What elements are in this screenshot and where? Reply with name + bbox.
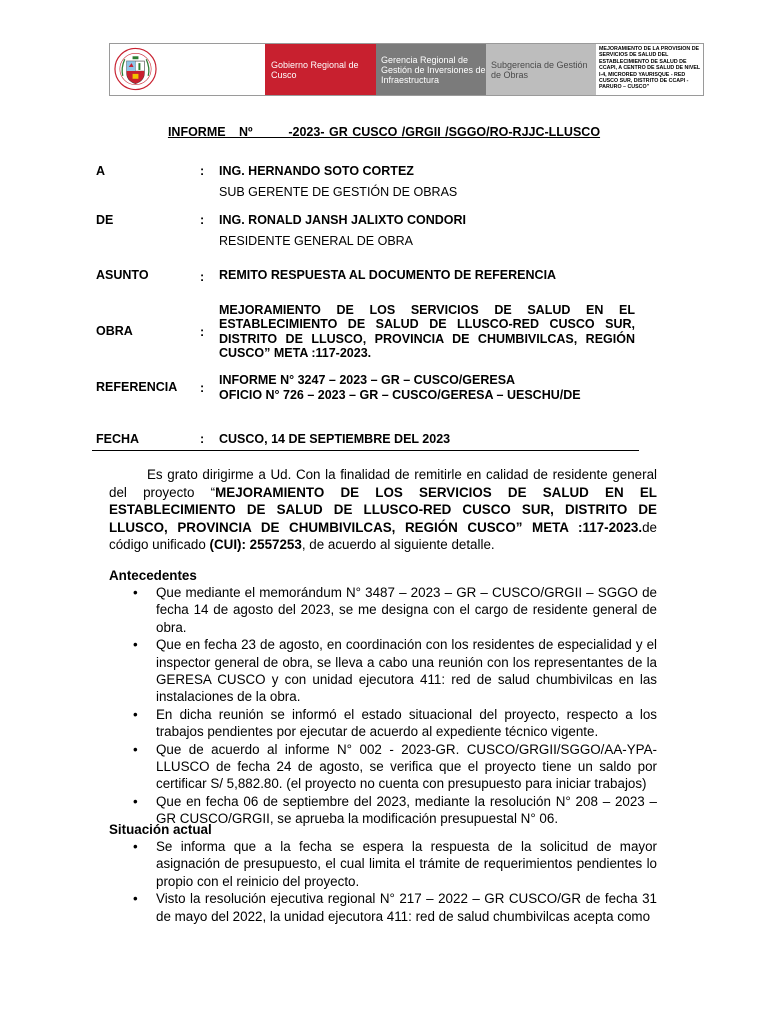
bullet-icon: • <box>133 891 138 907</box>
field-asunto-value: REMITO RESPUESTA AL DOCUMENTO DE REFERENCIA <box>219 268 557 282</box>
peru-coat-of-arms-icon <box>113 46 158 92</box>
list-item <box>109 890 657 925</box>
intro-paragraph <box>109 466 657 554</box>
field-asunto-label: ASUNTO <box>96 268 149 282</box>
bullet-icon: • <box>133 741 138 757</box>
field-a-colon: : <box>200 164 205 178</box>
header-project-name: MEJORAMIENTO DE LA PROVISION DE SERVICIOS DE SALUD DEL ESTABLECIMIENTO DE SALUD DE CCAPI, A CENTRO DE SALUD DE NIVEL I-4, MICRORED YAURISQUE - RED CUSCO SUR, DISTRITO DE CCAPI - PARURO – CUSCO" <box>596 44 703 95</box>
field-obra-colon: : <box>200 325 205 339</box>
field-referencia-label: REFERENCIA <box>96 380 178 394</box>
intro-text-2: de código unificado <box>109 519 657 552</box>
list-item <box>109 636 657 706</box>
intro-text-1: Es grato dirigirme a Ud. Con la finalidad de remitirle en calidad de residente general del proyecto “ <box>109 467 657 500</box>
field-de-role: RESIDENTE GENERAL DE OBRA <box>219 234 414 248</box>
field-referencia-line2: OFICIO N° 726 – 2023 – GR – CUSCO/GERESA – UESCHU/DE <box>219 388 581 402</box>
list-item <box>109 706 657 741</box>
field-fecha-label: FECHA <box>96 432 140 446</box>
intro-text-3: , de acuerdo al siguiente detalle. <box>301 537 495 552</box>
list-item-text: Que de acuerdo al informe N° 002 - 2023-GR. CUSCO/GRGII/SGGO/AA-YPA-LLUSCO de fecha 24 de agosto, se verifica que el proyecto tiene un saldo por certificar S/ 5,882.80. (el proyecto no cuenta con presupuesto para iniciar trabajos) <box>156 741 657 792</box>
seal-area <box>110 44 266 95</box>
header-banner <box>109 43 704 96</box>
list-item <box>109 741 657 793</box>
header-gerencia-regional: Gerencia Regional de Gestión de Inversiones de Infraestructura <box>376 44 486 95</box>
list-item-text: Que en fecha 06 de septiembre del 2023, mediante la resolución N° 208 – 2023 – GR CUSCO/GRGII, se aprueba la modificación presupuestal N° 06. <box>156 793 657 827</box>
field-de-label: DE <box>96 213 114 227</box>
field-referencia-colon: : <box>200 381 205 395</box>
field-obra-value: MEJORAMIENTO DE LOS SERVICIOS DE SALUD EN EL ESTABLECIMIENTO DE SALUD DE LLUSCO-RED CUSCO SUR, DISTRITO DE LLUSCO, PROVINCIA DE CHUMBIVILCAS, REGIÓN CUSCO” META :117-2023. <box>219 303 635 360</box>
header-gobierno-regional: Gobierno Regional de Cusco <box>265 44 376 95</box>
situacion-list <box>109 838 657 925</box>
list-item-text: Se informa que a la fecha se espera la respuesta de la solicitud de mayor asignación de presupuesto, el cual limita el trámite de requerimientos pendientes lo propio con el reinicio del proyecto. <box>156 839 657 889</box>
antecedentes-heading: Antecedentes <box>109 568 197 583</box>
list-item-text: Visto la resolución ejecutiva regional N° 217 – 2022 – GR CUSCO/GR de fecha 31 de mayo del 2022, la unidad ejecutora 411: red de salud chumbivilcas acepta como <box>156 891 657 924</box>
bullet-icon: • <box>133 585 138 600</box>
bullet-icon: • <box>133 706 138 722</box>
list-item <box>109 838 657 890</box>
field-a-role: SUB GERENTE DE GESTIÓN DE OBRAS <box>219 185 458 199</box>
antecedentes-list <box>109 584 657 828</box>
header-subgerencia: Subgerencia de Gestión de Obras <box>486 44 596 95</box>
field-a-label: A <box>96 164 106 178</box>
list-item <box>109 584 657 636</box>
list-item-text: Que en fecha 23 de agosto, en coordinación con los residentes de especialidad y el inspector general de obra, se lleva a cabo una reunión con los representantes de la GERESA CUSCO y con unidad ejecutora 411: red de salud chumbivilcas en las instalaciones de la obra. <box>156 637 657 705</box>
field-a-name: ING. HERNANDO SOTO CORTEZ <box>219 164 414 178</box>
field-fecha-value: CUSCO, 14 DE SEPTIEMBRE DEL 2023 <box>219 432 451 446</box>
list-item-text: Que mediante el memorándum N° 3487 – 2023 – GR – CUSCO/GRGII – SGGO de fecha 14 de agosto del 2023, se me designa con el cargo de residente general de obra. <box>156 585 657 635</box>
field-fecha-colon: : <box>200 432 205 446</box>
bullet-icon: • <box>133 637 138 653</box>
field-asunto-colon: : <box>200 270 205 284</box>
field-de-name: ING. RONALD JANSH JALIXTO CONDORI <box>219 213 467 227</box>
bullet-icon: • <box>133 839 138 854</box>
field-de-colon: : <box>200 213 205 227</box>
list-item-text: En dicha reunión se informó el estado situacional del proyecto, respecto a los trabajos pendientes por ejecutar de acuerdo al expediente técnico vigente. <box>156 706 657 740</box>
intro-project-name: MEJORAMIENTO DE LOS SERVICIOS DE SALUD EN EL ESTABLECIMIENTO DE SALUD DE LLUSCO-RED CUSCO SUR, DISTRITO DE LLUSCO, PROVINCIA DE CHUMBIVILCAS, REGIÓN CUSCO” META :117-2023. <box>109 484 657 535</box>
intro-cui: (CUI): 2557253 <box>209 537 302 552</box>
report-title: INFORME Nº -2023- GR CUSCO /GRGII /SGGO/RO-RJJC-LLUSCO <box>167 125 601 139</box>
bullet-icon: • <box>133 793 138 809</box>
situacion-heading: Situación actual <box>109 822 212 837</box>
field-obra-label: OBRA <box>96 324 133 338</box>
header-divider <box>92 450 639 451</box>
field-referencia-line1: INFORME N° 3247 – 2023 – GR – CUSCO/GERESA <box>219 373 516 387</box>
